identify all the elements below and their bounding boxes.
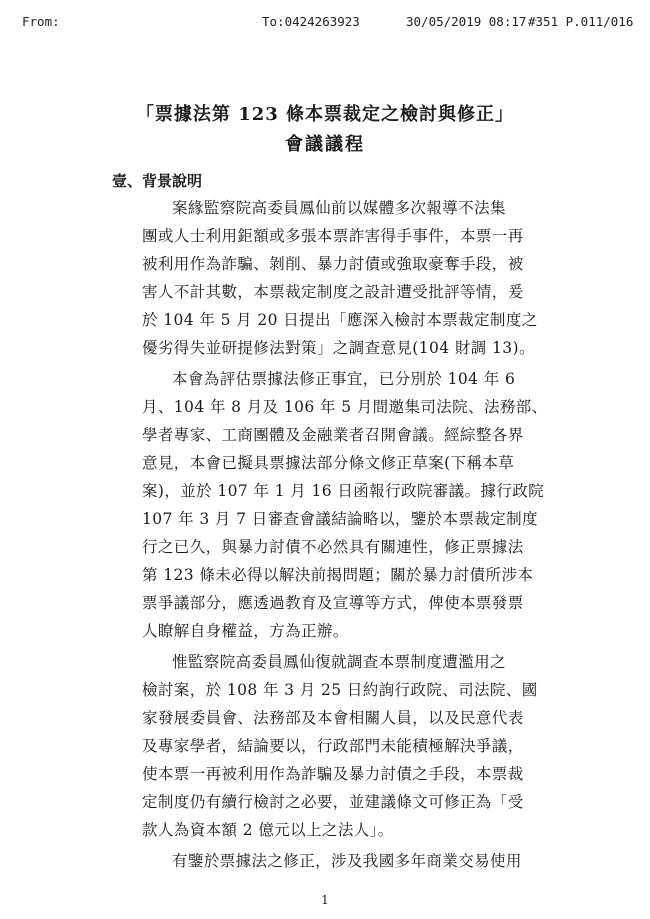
paragraph-3-line-5: 使本票一再被利用作為詐騙及暴力討債之手段，本票裁 [142,765,524,783]
paragraph-2-line-5: 案)，並於 107 年 1 月 16 日函報行政院審議。據行政院 [142,482,545,500]
paragraph-1-line-6: 優劣得失並研提修法對策」之調查意見(104 財調 13)。 [142,339,535,357]
fax-datetime: 30/05/2019 08:17 [406,14,527,29]
paragraph-3-line-6: 定制度仍有續行檢討之必要，並建議條文可修正為「受 [142,793,524,811]
paragraph-3-line-2: 檢討案，於 108 年 3 月 25 日約詢行政院、司法院、國 [142,681,538,699]
paragraph-1-line-4: 害人不計其數，本票裁定制度之設計遭受批評等情，爰 [142,283,524,301]
paragraph-1-line-3: 被利用作為詐騙、剝削、暴力討債或強取豪奪手段，被 [142,255,524,273]
fax-header [0,14,650,34]
fax-from: From: [22,14,60,29]
page-number: 1 [321,893,329,907]
section-heading: 壹、背景說明 [112,172,203,190]
paragraph-1-line-2: 團或人士利用鉅額或多張本票詐害得手事件，本票一再 [142,227,524,245]
paragraph-3-line-4: 及專家學者，結論要以，行政部門未能積極解決爭議， [142,737,524,755]
paragraph-2-line-6: 107 年 3 月 7 日審查會議結論略以，鑒於本票裁定制度 [142,510,538,528]
paragraph-2-line-8: 第 123 條未必得以解決前揭問題；關於暴力討債所涉本 [142,566,534,584]
paragraph-3-line-1: 惟監察院高委員鳳仙復就調查本票制度遭濫用之 [172,653,506,671]
paragraph-2-line-7: 行之已久，與暴力討債不必然具有關連性，修正票據法 [142,538,524,556]
paragraph-3-line-3: 家發展委員會、法務部及本會相關人員，以及民意代表 [142,709,524,727]
paragraph-2-line-1: 本會為評估票據法修正事宜，已分別於 104 年 6 [172,370,516,388]
fax-to: To:0424263923 [262,14,360,29]
paragraph-2-line-10: 人瞭解自身權益，方為正辦。 [142,622,349,640]
paragraph-2-line-3: 學者專家、工商團體及金融業者召開會議。經綜整各界 [142,426,524,444]
paragraph-1-line-1: 案緣監察院高委員鳳仙前以媒體多次報導不法集 [172,199,506,217]
paragraph-3-line-7: 款人為資本額 2 億元以上之法人」。 [142,821,394,839]
document-title: 「票據法第 123 條本票裁定之檢討與修正」 [135,104,515,125]
paragraph-4-line-1: 有鑒於票據法之修正，涉及我國多年商業交易使用 [172,852,522,870]
paragraph-1-line-5: 於 104 年 5 月 20 日提出「應深入檢討本票裁定制度之 [142,311,538,329]
paragraph-2-line-4: 意見，本會已擬具票據法部分條文修正草案(下稱本草 [142,454,515,472]
document-subtitle: 會議議程 [285,134,365,155]
paragraph-2-line-9: 票爭議部分，應透過教育及宣導等方式，俾使本票發票 [142,594,524,612]
fax-page-count: #351 P.011/016 [528,14,634,29]
paragraph-2-line-2: 月、104 年 8 月及 106 年 5 月間邀集司法院、法務部、 [142,398,548,416]
